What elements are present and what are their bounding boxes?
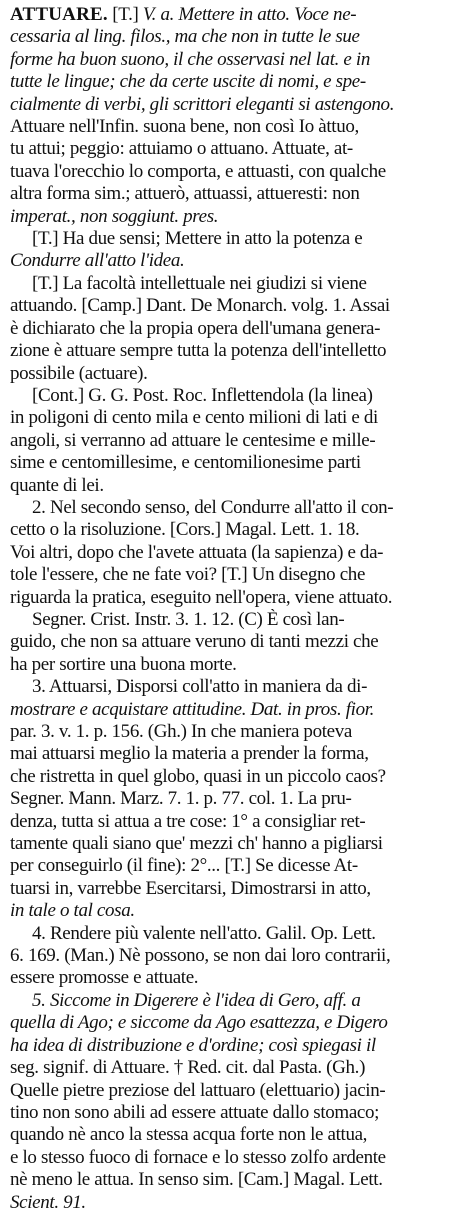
text-line: ha per sortire una buona morte. xyxy=(10,653,237,675)
text-line: altra forma sim.; attuerò, attuassi, attueresti: non xyxy=(10,183,360,205)
text-line: Voi altri, dopo che l'avete attuata (la sapienza) e da- xyxy=(10,541,384,563)
text-line: ha idea di distribuzione e d'ordine; così spiegasi il xyxy=(10,1034,376,1056)
entry-sense-note xyxy=(10,228,466,273)
text-line: 3. Attuarsi, Disporsi coll'atto in maniera da di- xyxy=(32,676,368,698)
entry-sense-4 xyxy=(10,923,466,990)
text-line: quella di Ago; e siccome da Ago esattezza, e Digero xyxy=(10,1012,388,1034)
text-line: sime e centomillesime, e centomilionesime parti xyxy=(10,452,361,474)
text-line: essere promosse e attuate. xyxy=(10,967,199,989)
text-line: mostrare e acquistare attitudine. Dat. in pros. fior. xyxy=(10,698,375,720)
text-line: è dichiarato che la propia opera dell'umana genera- xyxy=(10,317,381,339)
text-line: Segner. Crist. Instr. 3. 1. 12. (C) È così lan- xyxy=(32,608,345,630)
text-line: cetto o la risoluzione. [Cors.] Magal. Lett. 1. 18. xyxy=(10,519,360,541)
text-line: mai attuarsi meglio la materia a prender la forma, xyxy=(10,743,369,765)
text-line: angoli, si verranno ad attuare le centesime e mille- xyxy=(10,429,376,451)
text-line: tino non sono abili ad essere attuate dallo stomaco; xyxy=(10,1101,380,1123)
text-line: e lo stesso fuoco di fornace e lo stesso zolfo ardente xyxy=(10,1146,386,1168)
text-line: Segner. Mann. Marz. 7. 1. p. 77. col. 1. La pru- xyxy=(10,788,352,810)
text-line: [T.] Ha due sensi; Mettere in atto la potenza e xyxy=(32,228,363,250)
text-line: cialmente di verbi, gli scrittori eleganti si astengono. xyxy=(10,93,395,115)
text-line: riguarda la pratica, eseguito nell'opera, viene attuato. xyxy=(10,586,393,608)
text-line: zione è attuare sempre tutta la potenza dell'intelletto xyxy=(10,340,387,362)
entry-example-paragraph xyxy=(10,273,466,385)
text-line: cessaria al ling. filos., ma che non in tutte le sue xyxy=(10,26,360,48)
text-line: in tale o tal cosa. xyxy=(10,900,135,922)
text-line: quando nè anco la stessa acqua forte non le attua, xyxy=(10,1124,368,1146)
text-line: ATTUARE. [T.] V. a. Mettere in atto. Voce ne- xyxy=(10,4,357,25)
entry-headword: ATTUARE. xyxy=(10,4,108,25)
text-line: Condurre all'atto l'idea. xyxy=(10,250,185,272)
dictionary-entry-attuare xyxy=(10,4,466,1214)
entry-example-paragraph xyxy=(10,385,466,497)
text-line: Quelle pietre preziose del lattuaro (elettuario) jacin- xyxy=(10,1079,386,1101)
text-line: tole l'essere, che ne fate voi? [T.] Un disegno che xyxy=(10,564,366,586)
text-line: 6. 169. (Man.) Nè possono, se non dai loro contrarii, xyxy=(10,945,391,967)
text-line: [T.] La facoltà intellettuale nei giudizi si viene xyxy=(32,272,367,294)
entry-sense-3 xyxy=(10,676,466,922)
text-line: seg. signif. di Attuare. † Red. cit. dal Pasta. (Gh.) xyxy=(10,1057,366,1079)
text-line: par. 3. v. 1. p. 156. (Gh.) In che maniera poteva xyxy=(10,721,352,742)
text-line: per conseguirlo (il fine): 2°... [T.] Se dicesse At- xyxy=(10,855,358,877)
text-line: denza, tutta si attua a tre cose: 1° a consigliar ret- xyxy=(10,810,366,832)
text-line: tutte le lingue; che da certe uscite di nomi, e spe- xyxy=(10,71,366,93)
text-line: che ristretta in quel globo, quasi in un piccolo caos? xyxy=(10,765,386,787)
text-line: tuava l'orecchio lo comporta, e attuasti, con qualche xyxy=(10,160,386,182)
text-line: possibile (actuare). xyxy=(10,362,148,384)
text-line: imperat., non soggiunt. pres. xyxy=(10,205,219,227)
text-line: Scient. 91. xyxy=(10,1191,86,1213)
text-line: nè meno le attua. In senso sim. [Cam.] Magal. Lett. xyxy=(10,1169,383,1191)
text-line: forme ha buon suono, il che osservasi nel lat. e in xyxy=(10,48,370,70)
text-line: tuarsi in, varrebbe Esercitarsi, Dimostrarsi in atto, xyxy=(10,877,371,899)
text-line: quante di lei. xyxy=(10,474,104,496)
text-line: tu attui; peggio: attuiamo o attuano. Attuate, at- xyxy=(10,138,353,160)
text-line: 4. Rendere più valente nell'atto. Galil. Op. Lett. xyxy=(32,922,376,944)
text-line: Attuare nell'Infin. suona bene, non così Io àttuo, xyxy=(10,116,359,138)
text-line: 2. Nel secondo senso, del Condurre all'atto il con- xyxy=(32,496,394,518)
text-line: tamente quali siano que' mezzi ch' hanno a pigliarsi xyxy=(10,833,383,855)
text-line: [Cont.] G. G. Post. Roc. Inflettendola (la linea) xyxy=(32,384,373,406)
text-line: in poligoni di cento mila e cento milioni di lati e di xyxy=(10,407,378,429)
text-line: 5. Siccome in Digerere è l'idea di Gero, aff. a xyxy=(32,989,361,1011)
entry-sense-2 xyxy=(10,497,466,676)
text-line: guido, che non sa attuare veruno di tanti mezzi che xyxy=(10,631,379,653)
entry-sense-5 xyxy=(10,990,466,1214)
text-line: attuando. [Camp.] Dant. De Monarch. volg. 1. Assai xyxy=(10,295,390,317)
entry-definition-paragraph xyxy=(10,4,466,228)
